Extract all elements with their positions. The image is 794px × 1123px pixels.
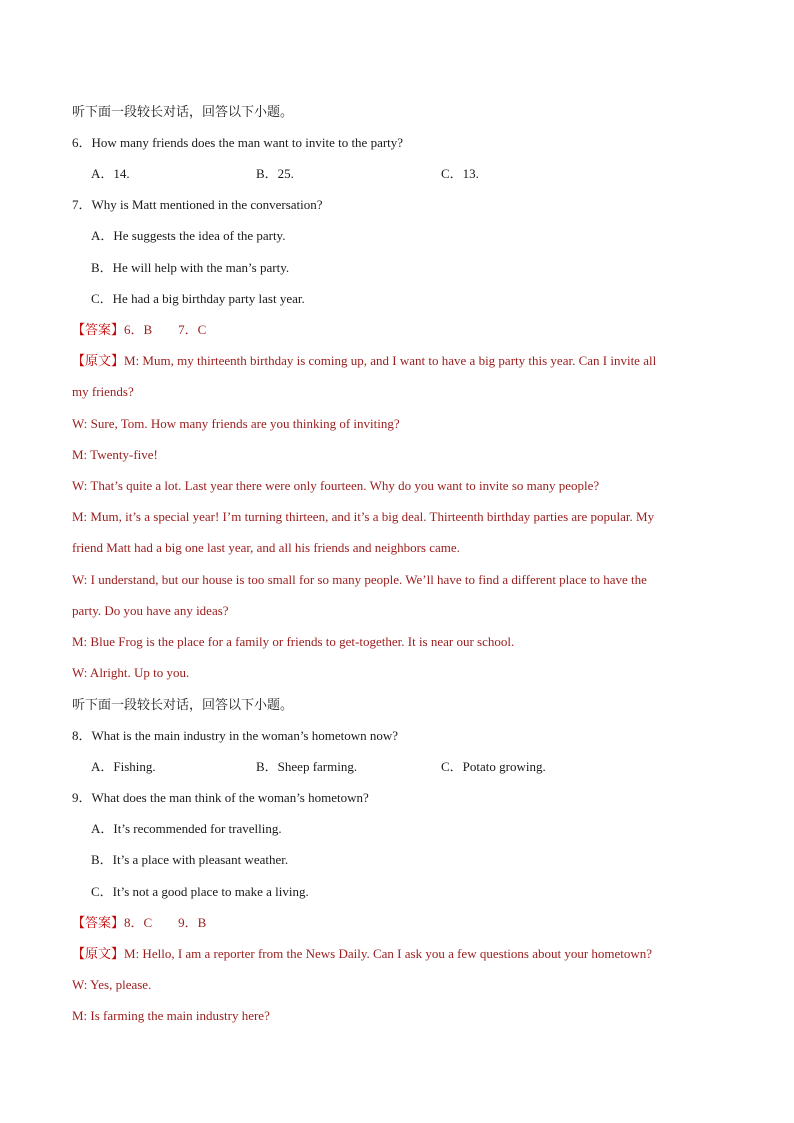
question-9-stem: 9．What does the man think of the woman’s hometown? [72, 790, 369, 805]
transcript-line: M: Is farming the main industry here? [72, 1008, 270, 1023]
answer-tag: 【答案】 [72, 322, 125, 337]
transcript-text: M: Mum, my thirteenth birthday is coming up, and I want to have a big party this year. Can I invite all [124, 353, 657, 368]
answer-line [72, 322, 206, 338]
transcript-line: W: That’s quite a lot. Last year there were only fourteen. Why do you want to invite so many people? [72, 478, 600, 493]
question-8-option-a: A．Fishing. [91, 759, 156, 774]
question-7-option-b: B．He will help with the man’s party. [91, 260, 290, 275]
transcript-tag: 【原文】 [72, 353, 125, 368]
transcript-line: friend Matt had a big one last year, and all his friends and neighbors came. [72, 540, 460, 555]
transcript-line [72, 353, 722, 369]
answer-tag: 【答案】 [72, 915, 125, 930]
question-7-stem: 7．Why is Matt mentioned in the conversation? [72, 197, 323, 212]
question-6-option-a: A．14. [91, 166, 130, 181]
transcript-line: M: Mum, it’s a special year! I’m turning thirteen, and it’s a big deal. Thirteenth birthday parties are popular. My [72, 509, 655, 524]
answer-text: 8．C 9．B [124, 915, 207, 930]
question-7-option-c: C．He had a big birthday party last year. [91, 291, 305, 306]
question-6-stem: 6．How many friends does the man want to invite to the party? [72, 135, 404, 150]
transcript-line [72, 946, 652, 962]
transcript-line: W: Yes, please. [72, 977, 152, 992]
question-9-option-b: B．It’s a place with pleasant weather. [91, 852, 289, 867]
section-instruction: 听下面一段较长对话，回答以下小题。 [72, 697, 294, 712]
question-9-option-a: A．It’s recommended for travelling. [91, 821, 282, 836]
transcript-tag: 【原文】 [72, 946, 125, 961]
transcript-line: party. Do you have any ideas? [72, 603, 229, 618]
transcript-line: W: I understand, but our house is too small for so many people. We’ll have to find a different place to have the [72, 572, 647, 587]
question-8-stem: 8．What is the main industry in the woman’s hometown now? [72, 728, 399, 743]
question-8-option-c: C．Potato growing. [441, 759, 546, 774]
question-7-option-a: A．He suggests the idea of the party. [91, 228, 286, 243]
transcript-line: my friends? [72, 384, 134, 399]
transcript-line: W: Alright. Up to you. [72, 665, 190, 680]
answer-text: 6．B 7．C [124, 322, 207, 337]
transcript-line: M: Twenty-five! [72, 447, 158, 462]
transcript-line: W: Sure, Tom. How many friends are you thinking of inviting? [72, 416, 400, 431]
question-9-option-c: C．It’s not a good place to make a living. [91, 884, 309, 899]
question-6-option-b: B．25. [256, 166, 294, 181]
section-instruction: 听下面一段较长对话，回答以下小题。 [72, 104, 294, 119]
question-8-option-b: B．Sheep farming. [256, 759, 358, 774]
transcript-text: M: Hello, I am a reporter from the News Daily. Can I ask you a few questions about your hometown? [124, 946, 653, 961]
transcript-line: M: Blue Frog is the place for a family or friends to get-together. It is near our school. [72, 634, 515, 649]
question-6-option-c: C．13. [441, 166, 479, 181]
answer-line [72, 915, 206, 931]
